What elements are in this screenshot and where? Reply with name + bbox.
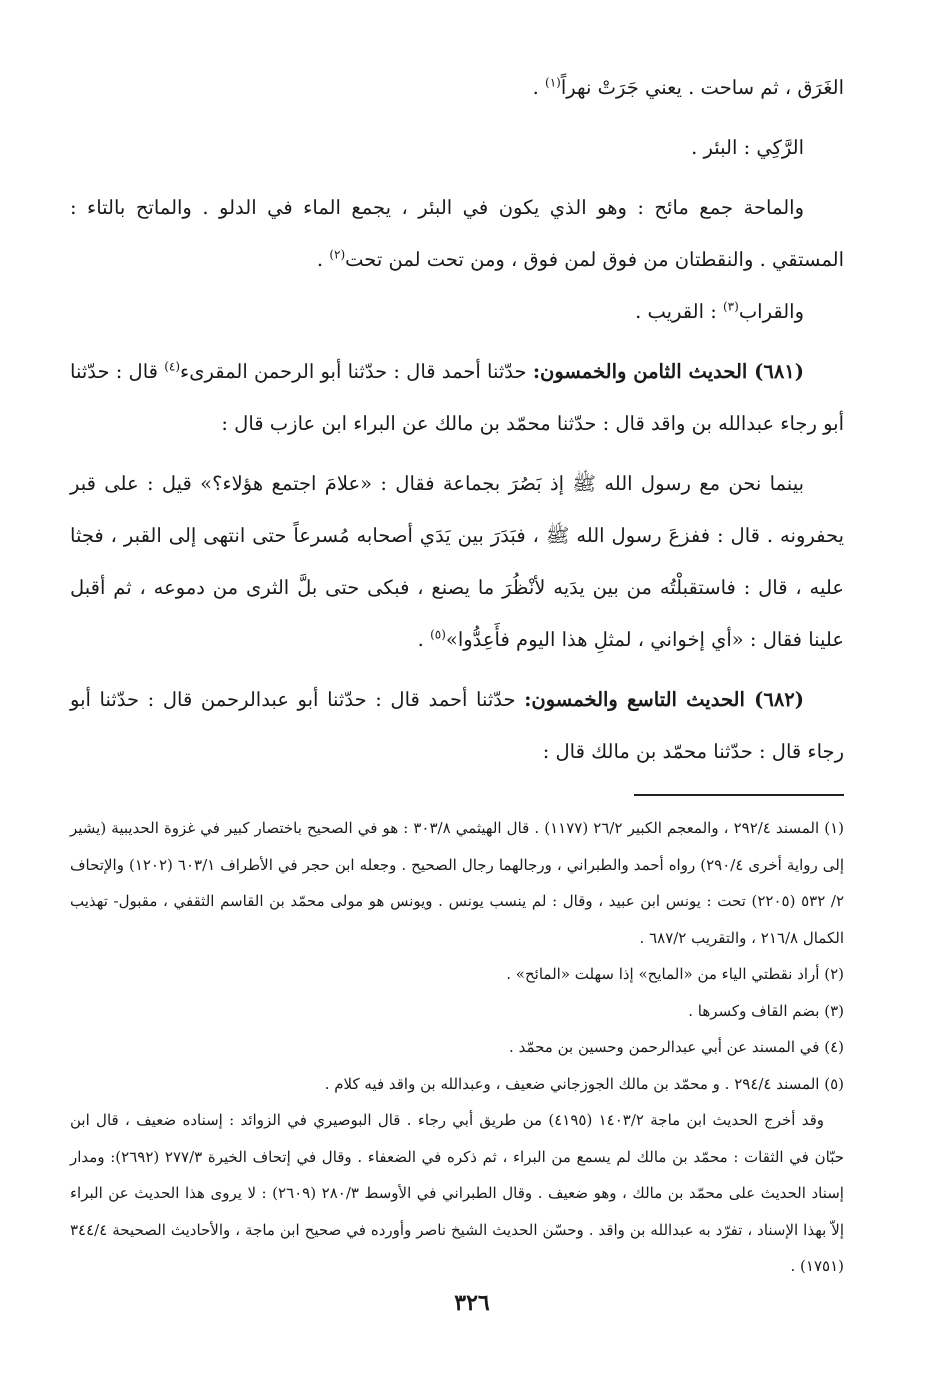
- paragraph-qirab: [70, 286, 844, 338]
- footnote-1: (١) المسند ٢٩٢/٤ ، والمعجم الكبير ٢٦/٢ (١١٧٧) . قال الهيثمي ٣٠٣/٨ : هو في الصحيح باختصار كبير في غزوة الحديبية (يشير إلى رواية أخرى ٢٩٠/٤) رواه أحمد والطبراني ، ورجالهما رجال الصحيح . وجعله ابن حجر في الأطراف ٦٠٣/١ (١٢٠٢) والإتحاف ٢/ ٥٣٢ (٢٢٠٥) تحت : يونس ابن عبيد ، وقال : لم ينسب يونس . ويونس هو مولى محمّد بن القاسم الثقفي ، مقبول- تهذيب الكمال ٢١٦/٨ ، والتقريب ٦٨٧/٢ .: [70, 819, 845, 947]
- paragraph-text: والقراب: [738, 300, 804, 323]
- footnote-ref-1: (١): [545, 75, 561, 90]
- footnotes: [70, 810, 844, 1285]
- paragraph-text: والماحة جمع مائح : وهو الذي يكون في البئر ، يجمع الماء في الدلو . والماتح بالتاء : المستقي . والنقطتان من فوق لمن فوق ، ومن تحت لمن تحت: [70, 196, 844, 271]
- hadith-681-text: [70, 458, 844, 666]
- hadith-682-isnad: [70, 674, 844, 778]
- footnote-ref-2: (٢): [329, 247, 346, 262]
- footnote-5: (٥) المسند ٢٩٤/٤ . و محمّد بن مالك الجوزجاني ضعيف ، وعبدالله بن واقد فيه كلام .: [324, 1074, 844, 1093]
- book-page: [70, 62, 844, 1362]
- footnote-separator: [634, 794, 844, 796]
- paragraph-rakiy: الرَّكِي : البئر .: [691, 136, 804, 159]
- footnote-4: (٤) في المسند عن أبي عبدالرحمن وحسين بن محمّد .: [509, 1038, 844, 1056]
- hadith-681-isnad: [70, 346, 844, 450]
- paragraph-ghraq: [70, 62, 844, 114]
- hadith-text: بينما نحن مع رسول الله ﷺ إذ بَصُرَ بجماعة فقال : «علامَ اجتمع هؤلاء؟» قيل : على قبر يحفرونه . قال : ففزعَ رسول الله ﷺ ، فبَدَرَ بين يَدَي أصحابه مُسرعاً حتى انتهى إلى القبر ، فجثا عليه ، قال : فاستقبلْتُه من بين يدَيه لأنْظُرَ ما يصنع ، فبكى حتى بلَّ الثرى من دموعه ، ثم أقبل علينا فقال : «أي إخواني ، لمثلِ هذا اليوم فأَعِدُّوا»: [70, 472, 844, 651]
- isnad-text-end: قال : حدّثنا أبو رجاء عبدالله بن واقد قال : حدّثنا محمّد بن مالك عن البراء ابن عازب قال :: [70, 360, 844, 435]
- page-number: ٣٢٦: [454, 1290, 490, 1316]
- footnote-2: (٢) أراد نقطتي الياء من «المايح» إذا سهلت «المائح» .: [506, 965, 844, 983]
- footnote-ref-5: (٥): [430, 627, 446, 642]
- paragraph-end: : القريب .: [635, 300, 723, 323]
- paragraph-end: .: [316, 248, 330, 271]
- isnad-text: حدّثنا أحمد قال : حدّثنا أبو الرحمن المقرىء: [180, 360, 533, 383]
- paragraph-maaha: [70, 182, 844, 286]
- footnote-3: (٣) بضم القاف وكسرها .: [688, 1001, 844, 1020]
- paragraph-text: الغَرَق ، ثم ساحت . يعني جَرَتْ نهراً: [560, 76, 844, 99]
- hadith-681-title: (٦٨١) الحديث الثامن والخمسون:: [532, 360, 804, 383]
- paragraph-end: .: [532, 76, 545, 99]
- main-text: [70, 62, 844, 778]
- hadith-text-end: .: [417, 628, 431, 651]
- hadith-682-title: (٦٨٢) الحديث التاسع والخمسون:: [524, 688, 804, 711]
- footnote-5-continuation: وقد أخرج الحديث ابن ماجة ١٤٠٣/٢ (٤١٩٥) من طريق أبي رجاء . قال البوصيري في الزوائد : إسناده ضعيف ، قال ابن حبّان في الثقات : محمّد بن مالك لم يسمع من البراء ، ثم ذكره في الضعفاء . وقال في إتحاف الخيرة ٢٧٧/٣ (٢٦٩٢): ومدار إسناد الحديث على محمّد بن مالك ، وهو ضعيف . وقال الطبراني في الأوسط ٢٨٠/٣ (٢٦٠٩) : لا يروى هذا الحديث عن البراء إلاّ بهذا الإسناد ، تفرّد به عبدالله بن واقد . وحسّن الحديث الشيخ ناصر وأورده في صحيح ابن ماجة ، والأحاديث الصحيحة ٣٤٤/٤ (١٧٥١) .: [70, 1111, 844, 1275]
- footnote-ref-4: (٤): [164, 359, 181, 374]
- isnad-text: حدّثنا أحمد قال : حدّثنا أبو عبدالرحمن قال : حدّثنا أبو رجاء قال : حدّثنا محمّد بن مالك قال :: [70, 688, 844, 763]
- footnote-ref-3: (٣): [722, 299, 739, 314]
